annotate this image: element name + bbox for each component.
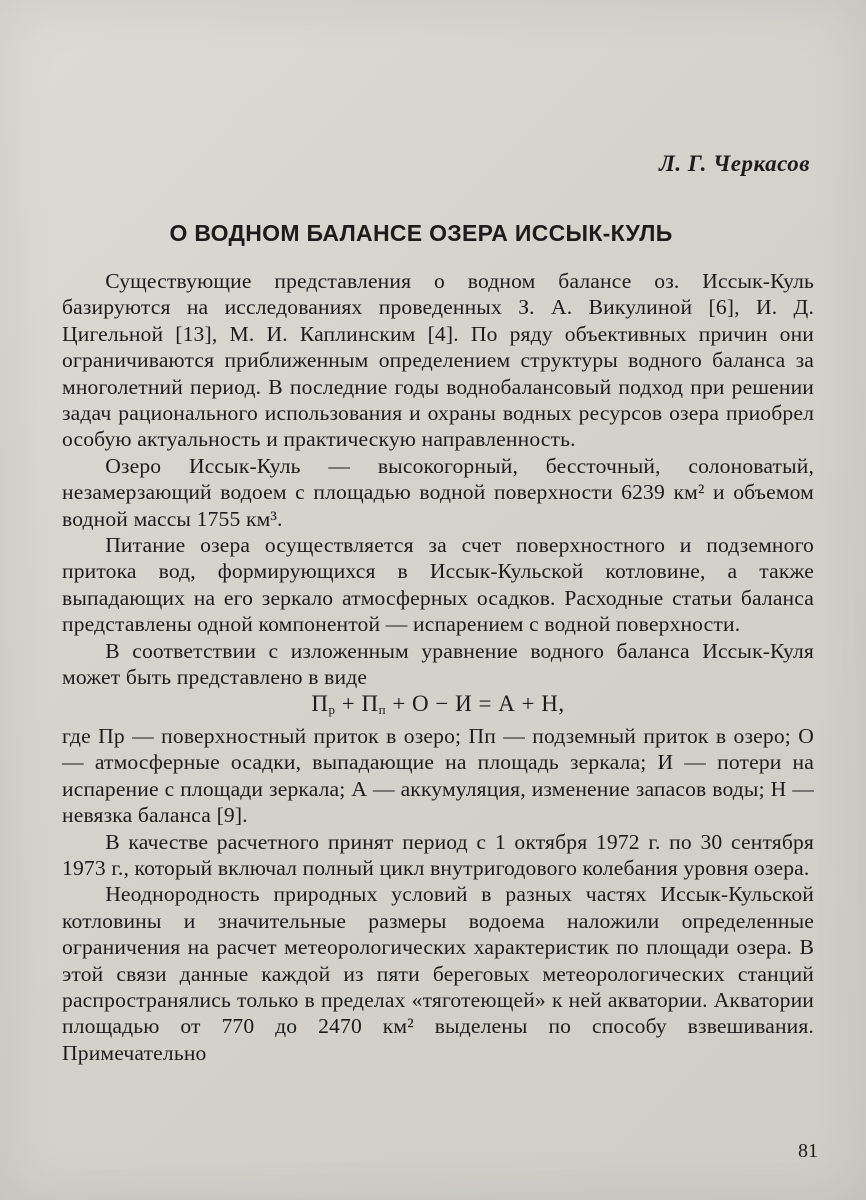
article-body xyxy=(62,268,814,1066)
balance-equation xyxy=(62,691,814,723)
paragraph: Питание озера осуществляется за счет поверхностного и подземного притока вод, формирующихся в Иссык-Кульской котловине, а также выпадающих на его зеркало атмосферных осадков. Расходные статьи баланса представлены одной компонентой — испарением с водной поверхности. xyxy=(62,533,814,637)
paragraph: В качестве расчетного принят период с 1 октября 1972 г. по 30 сентября 1973 г., который включал полный цикл внутригодового колебания уровня озера. xyxy=(62,829,814,880)
formula-subscript: р xyxy=(328,701,336,717)
paragraph: Неоднородность природных условий в разных частях Иссык-Кульской котловины и значительные размеры водоема наложили определенные ограничения на расчет метеорологических характеристик по площади озера. В этой связи данные каждой из пяти береговых метеорологических станций распространялись только в пределах «тяготеющей» к ней акватории. Акватории площадью от 770 до 2470 км² выделены по способу взвешивания. Примечательно xyxy=(62,882,814,1065)
paragraph: Озеро Иссык-Куль — высокогорный, бессточный, солоноватый, незамерзающий водоем с площадью водной поверхности 6239 км² и объемом водной массы 1755 км³. xyxy=(62,453,814,531)
page-number: 81 xyxy=(798,1140,818,1162)
formula-term: П xyxy=(311,690,329,716)
paragraph: где Пр — поверхностный приток в озеро; Пп — подземный приток в озеро; О — атмосферные осадки, выпадающие на площадь зеркала; И — потери на испарение с площади зеркала; А — аккумуляция, изменение запасов воды; Н — невязка баланса [9]. xyxy=(62,723,814,828)
author: Л. Г. Черкасов xyxy=(659,151,810,176)
formula-term: П xyxy=(361,690,379,716)
article-title: О ВОДНОМ БАЛАНСЕ ОЗЕРА ИССЫК-КУЛЬ xyxy=(169,220,673,246)
formula-subscript: п xyxy=(378,701,387,717)
paragraph: Существующие представления о водном балансе оз. Иссык-Куль базируются на исследованиях проведенных З. А. Викулиной [6], И. Д. Цигельной [13], М. И. Каплинским [4]. По ряду объективных причин они ограничиваются приближенным определением структуры водного баланса за многолетний период. В последние годы воднобалансовый подход при решении задач рационального использования и охраны водных ресурсов озера приобрел особую актуальность и практическую направленность. xyxy=(62,269,814,452)
formula-operator: + xyxy=(341,690,356,716)
paragraph: В соответствии с изложенным уравнение водного баланса Иссык-Куля может быть представлено в виде xyxy=(62,638,814,690)
formula-rest: + О − И = А + Н, xyxy=(392,690,565,716)
